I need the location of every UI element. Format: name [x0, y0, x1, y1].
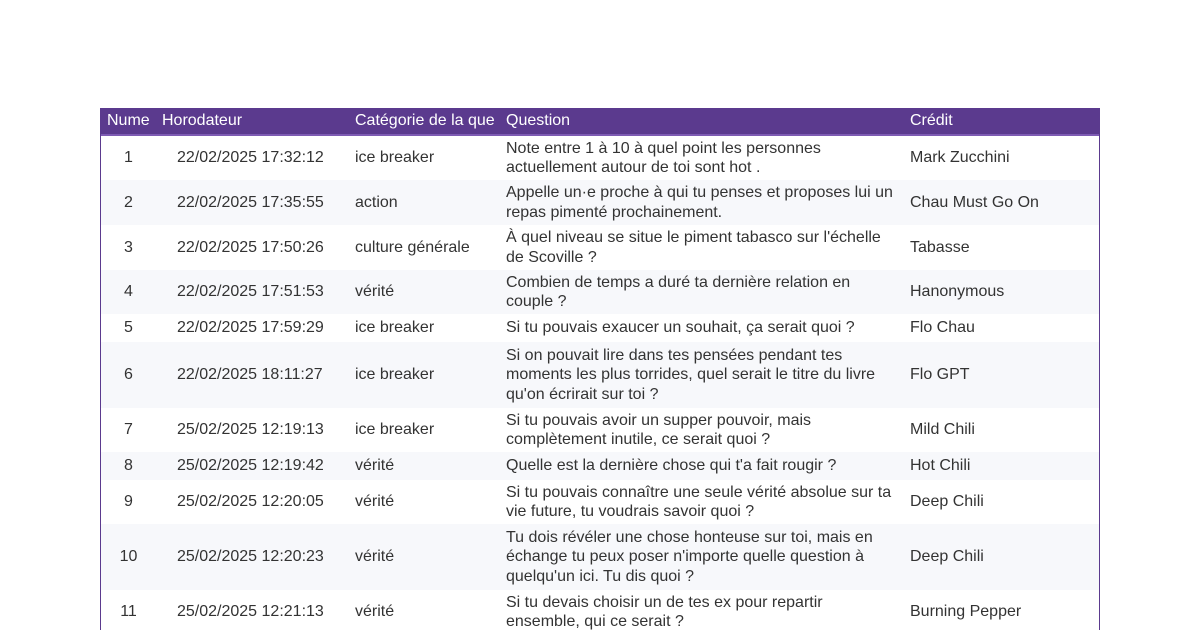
- cell-credit: Deep Chili: [910, 493, 984, 511]
- cell-number: 4: [124, 283, 133, 301]
- cell-credit: Mark Zucchini: [910, 149, 1010, 167]
- cell-question: À quel niveau se situe le piment tabasco sur l'échelle de Scoville ?: [506, 229, 881, 266]
- cell-category: culture générale: [355, 238, 470, 256]
- cell-number: 6: [124, 366, 133, 384]
- cell-credit: Mild Chili: [910, 421, 975, 439]
- table-row[interactable]: [101, 314, 1099, 342]
- cell-timestamp: 25/02/2025 12:19:13: [177, 421, 324, 439]
- cell-category: vérité: [355, 283, 395, 301]
- cell-question: Tu dois révéler une chose honteuse sur toi, mais en échange tu peux poser n'importe quelle question à quelqu'un ici. Tu dis quoi ?: [506, 528, 873, 585]
- cell-credit: Flo GPT: [910, 366, 970, 384]
- cell-question: Si on pouvait lire dans tes pensées pendant tes moments les plus torrides, quel serait le titre du livre qu'on écrirait sur toi ?: [506, 346, 876, 403]
- cell-credit: Flo Chau: [910, 319, 975, 337]
- cell-number: 3: [124, 238, 133, 256]
- cell-category: action: [355, 193, 398, 211]
- cell-credit: Hanonymous: [910, 283, 1005, 301]
- cell-question: Si tu pouvais exaucer un souhait, ça serait quoi ?: [506, 319, 855, 337]
- table-row[interactable]: [101, 180, 1099, 225]
- cell-category: vérité: [355, 603, 395, 621]
- cell-question: Appelle un·e proche à qui tu penses et proposes lui un repas pimenté prochainement.: [506, 184, 893, 221]
- cell-timestamp: 22/02/2025 17:35:55: [177, 193, 324, 211]
- table-row[interactable]: [101, 408, 1099, 452]
- cell-credit: Hot Chili: [910, 457, 971, 475]
- table-header-row: [101, 108, 1099, 135]
- cell-number: 10: [119, 548, 138, 566]
- cell-credit: Burning Pepper: [910, 603, 1022, 621]
- cell-question: Note entre 1 à 10 à quel point les personnes actuellement autour de toi sont hot .: [506, 139, 821, 176]
- cell-timestamp: 22/02/2025 18:11:27: [177, 366, 323, 384]
- cell-timestamp: 22/02/2025 17:50:26: [177, 238, 324, 256]
- cell-number: 8: [124, 457, 133, 475]
- cell-category: ice breaker: [355, 149, 435, 167]
- cell-category: vérité: [355, 493, 395, 511]
- cell-category: ice breaker: [355, 319, 435, 337]
- cell-number: 9: [124, 493, 133, 511]
- cell-timestamp: 25/02/2025 12:19:42: [177, 457, 324, 475]
- table-row[interactable]: [101, 270, 1099, 314]
- table-row[interactable]: [101, 590, 1099, 630]
- cell-credit: Chau Must Go On: [910, 193, 1039, 211]
- column-header-number[interactable]: Nume: [101, 108, 156, 135]
- table-row[interactable]: [101, 480, 1099, 524]
- cell-timestamp: 22/02/2025 17:51:53: [177, 283, 324, 301]
- column-header-credit[interactable]: Crédit: [904, 108, 1099, 135]
- cell-question: Si tu pouvais connaître une seule vérité absolue sur ta vie future, tu voudrais savoir quoi ?: [506, 483, 892, 520]
- column-header-category[interactable]: Catégorie de la que: [349, 108, 500, 135]
- cell-timestamp: 22/02/2025 17:32:12: [177, 149, 324, 167]
- cell-category: vérité: [355, 457, 395, 475]
- table-row[interactable]: [101, 225, 1099, 270]
- cell-timestamp: 25/02/2025 12:20:05: [177, 493, 324, 511]
- cell-number: 5: [124, 319, 133, 337]
- cell-category: vérité: [355, 548, 395, 566]
- cell-timestamp: 25/02/2025 12:21:13: [177, 603, 324, 621]
- table-row[interactable]: [101, 524, 1099, 590]
- table-row[interactable]: [101, 135, 1099, 180]
- cell-question: Quelle est la dernière chose qui t'a fait rougir ?: [506, 457, 837, 475]
- cell-question: Si tu devais choisir un de tes ex pour repartir ensemble, qui ce serait ?: [506, 593, 823, 630]
- cell-question: Si tu pouvais avoir un supper pouvoir, mais complètement inutile, ce serait quoi ?: [506, 411, 812, 448]
- data-table: [101, 108, 1099, 630]
- column-header-question[interactable]: Question: [500, 108, 904, 135]
- cell-timestamp: 25/02/2025 12:20:23: [177, 548, 324, 566]
- cell-credit: Tabasse: [910, 238, 970, 256]
- cell-number: 7: [124, 421, 133, 439]
- cell-number: 1: [124, 149, 133, 167]
- column-header-timestamp[interactable]: Horodateur: [156, 108, 349, 135]
- data-table-container: [100, 108, 1100, 630]
- cell-category: ice breaker: [355, 366, 435, 384]
- table-row[interactable]: [101, 342, 1099, 408]
- cell-timestamp: 22/02/2025 17:59:29: [177, 319, 324, 337]
- cell-question: Combien de temps a duré ta dernière relation en couple ?: [506, 273, 851, 310]
- cell-credit: Deep Chili: [910, 548, 984, 566]
- cell-number: 11: [120, 603, 137, 621]
- cell-category: ice breaker: [355, 421, 435, 439]
- table-row[interactable]: [101, 452, 1099, 480]
- cell-number: 2: [124, 193, 133, 211]
